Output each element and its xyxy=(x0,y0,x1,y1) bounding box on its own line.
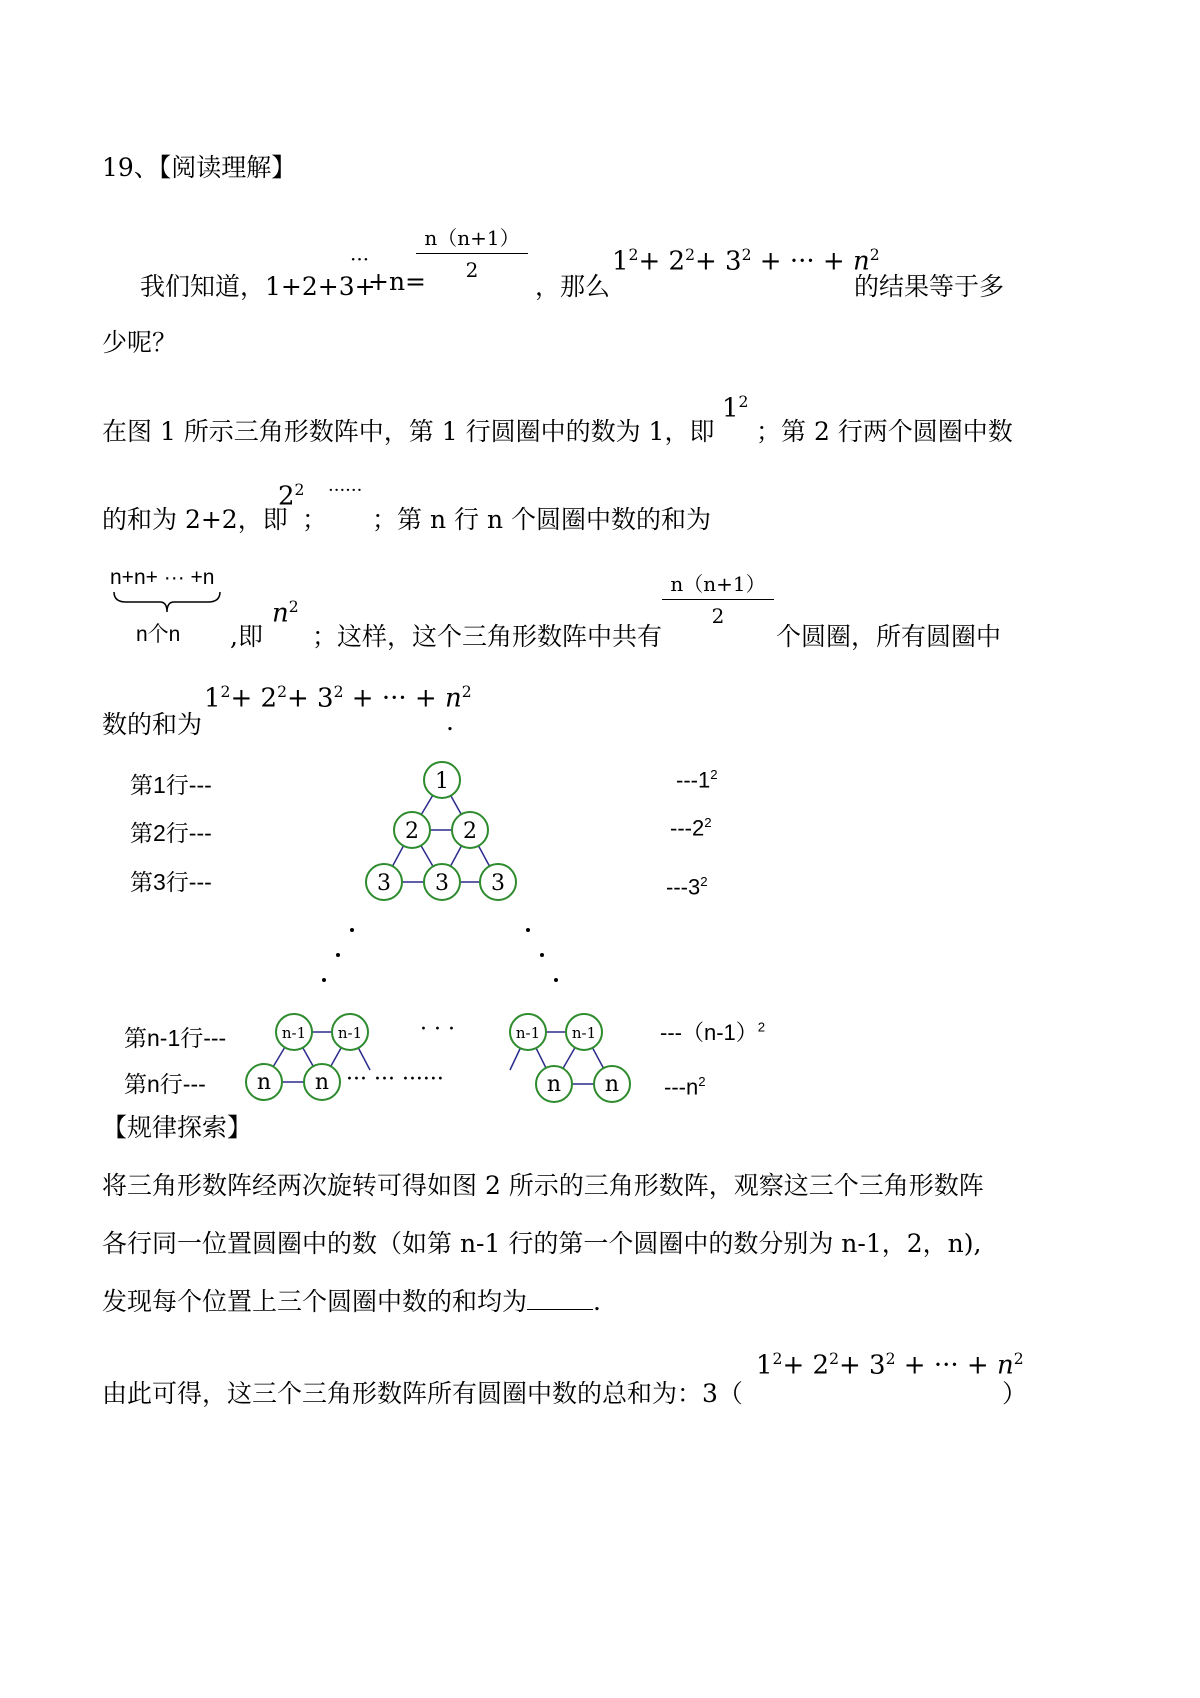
brace-bottom: n个n xyxy=(136,623,181,646)
node-label: n xyxy=(604,1072,620,1097)
node-label: n-1 xyxy=(281,1024,307,1042)
para3-period: . xyxy=(446,707,454,736)
intro-text-1: 我们知道，1+2+3+ xyxy=(140,272,376,301)
para3-comma-ji: ,即 xyxy=(230,622,263,651)
fraction-numerator: n（n+1） xyxy=(424,226,520,250)
node-label: 2 xyxy=(463,819,477,844)
square-2: $2^2$ xyxy=(278,481,305,512)
intro-text-2: +n= xyxy=(368,267,426,296)
para2-line1b: ；第 2 行两个圆圈中数 xyxy=(756,417,1013,446)
intro-text-4: 的结果等于多 xyxy=(854,272,1005,301)
square-1: $1^2$ xyxy=(722,393,749,424)
row-sum-n-1: $---(n-1)^2$ xyxy=(660,1019,766,1045)
explore-line3: 发现每个位置上三个圆圈中数的和均为 . xyxy=(102,1287,601,1316)
node-label: 3 xyxy=(491,871,505,896)
n-squared: $n^2$ xyxy=(272,598,299,629)
conclusion-text: 由此可得，这三个三角形数阵所有圆圈中数的总和为：3（ xyxy=(102,1379,743,1408)
node-label: n xyxy=(256,1070,272,1095)
para3-line2a: 数的和为 xyxy=(102,710,203,739)
row-sum-1: $---1^2$ xyxy=(676,767,718,793)
node-label: n-1 xyxy=(337,1024,363,1042)
intro-line-2: 少呢？ xyxy=(102,328,178,357)
brace-top: n+n+ ··· +n xyxy=(110,566,215,589)
row-label-3: 第3行--- xyxy=(130,869,212,895)
sum-formula-3: $1^2+ 2^2+ 3^2$ + ··· + $n^2$ xyxy=(756,1350,1024,1381)
para2-dots: ······ xyxy=(328,480,363,501)
para2-line2c: ；第 n 行 n 个圆圈中数的和为 xyxy=(372,505,711,534)
explore-line1: 将三角形数阵经两次旋转可得如图 2 所示的三角形数阵，观察这三个三角形数阵 xyxy=(102,1171,984,1200)
bottom-dots: ··· ··· ······ xyxy=(346,1067,444,1092)
para2-line2a: 的和为 2+2，即 xyxy=(102,505,288,534)
explore-title: 【规律探索】 xyxy=(102,1113,253,1142)
fraction-denominator: 2 xyxy=(711,604,725,628)
problem-title: 19、【阅读理解】 xyxy=(102,153,297,182)
node-label: n xyxy=(546,1072,562,1097)
row-label-n-1: 第n-1行--- xyxy=(124,1025,227,1051)
intro-text-3: ，那么 xyxy=(535,272,611,301)
node-label: 3 xyxy=(435,871,449,896)
row-label-1: 第1行--- xyxy=(130,772,212,798)
fraction-numerator: n（n+1） xyxy=(670,572,766,596)
conclusion-close: ） xyxy=(1002,1379,1028,1408)
row-label-n: 第n行--- xyxy=(124,1071,206,1097)
answer-blank[interactable] xyxy=(527,1287,593,1310)
middle-dots: · · · xyxy=(420,1017,455,1042)
figure-node-labels xyxy=(257,769,619,1097)
node-label: n-1 xyxy=(571,1024,597,1042)
row-sum-2: $---2^2$ xyxy=(670,815,712,841)
para2-line1a: 在图 1 所示三角形数阵中，第 1 行圆圈中的数为 1，即 xyxy=(102,417,715,446)
row-sum-n: $---n^2$ xyxy=(664,1074,706,1100)
sum-formula-2: $1^2+ 2^2+ 3^2$ + ··· + $n^2$ xyxy=(204,683,472,714)
para2-line2b: ； xyxy=(302,505,328,534)
node-label: 2 xyxy=(405,819,419,844)
node-label: n-1 xyxy=(515,1024,541,1042)
fraction-denominator: 2 xyxy=(465,258,479,282)
sum-formula-1: $1^2+ 2^2+ 3^2$ + ··· + $n^2$ xyxy=(612,246,880,277)
node-label: n xyxy=(314,1070,330,1095)
row-label-2: 第2行--- xyxy=(130,820,212,846)
para3-text2: 个圆圈，所有圆圈中 xyxy=(776,622,1002,651)
ellipsis-dots xyxy=(322,928,558,982)
node-label: 3 xyxy=(377,871,391,896)
row-sum-3: $---3^2$ xyxy=(666,874,708,900)
node-label: 1 xyxy=(435,769,449,794)
intro-dots: ··· xyxy=(350,247,370,271)
para3-text1: ；这样，这个三角形数阵中共有 xyxy=(312,622,663,651)
explore-line2: 各行同一位置圆圈中的数（如第 n-1 行的第一个圆圈中的数分别为 n-1，2，n), xyxy=(102,1229,982,1258)
